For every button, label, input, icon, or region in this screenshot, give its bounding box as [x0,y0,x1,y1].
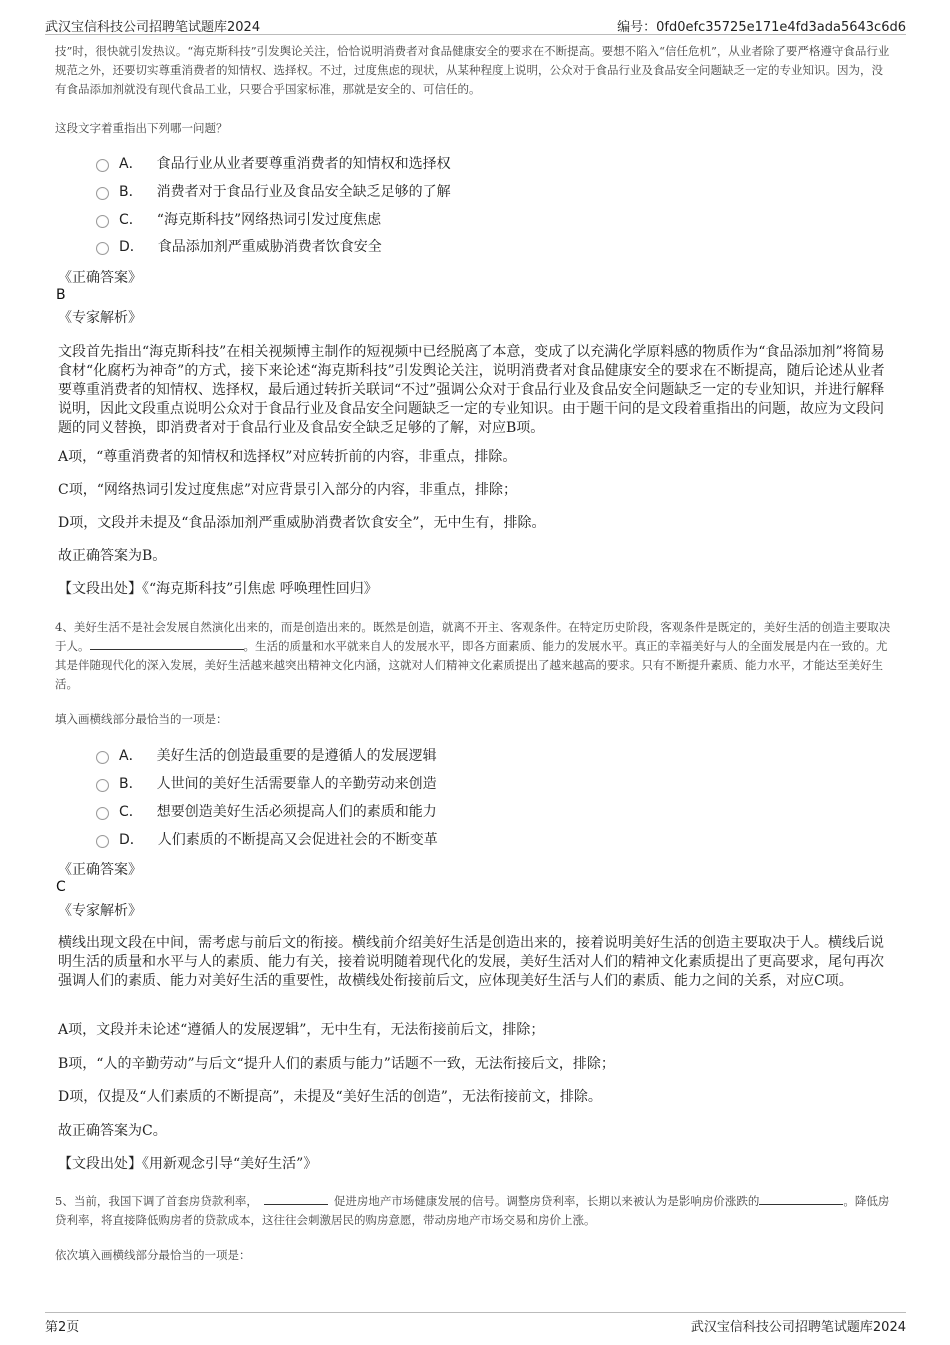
radio-icon[interactable] [96,751,109,764]
q4-option-c[interactable]: C． 想要创造美好生活必须提高人们的素质和能力 [96,801,437,823]
q4-option-a[interactable]: A． 美好生活的创造最重要的是遵循人的发展逻辑 [96,745,437,767]
option-text: 想要创造美好生活必须提高人们的素质和能力 [156,804,437,820]
footer-title: 武汉宝信科技公司招聘笔试题库2024 [690,1320,906,1335]
q3-analysis-c: C项，“网络热词引发过度焦虑”对应背景引入部分的内容，非重点，排除； [58,482,518,498]
q3-analysis-d: D项，文段并未提及“食品添加剂严重威胁消费者饮食安全”，无中生有，排除。 [58,515,546,531]
q4-analysis-d: D项，仅提及“人们素质的不断提高”，未提及“美好生活的创造”，无法衔接前文，排除。 [58,1089,602,1105]
q4-conclusion: 故正确答案为C。 [58,1123,167,1139]
q4-analysis-a: A项，文段并未论述“遵循人的发展逻辑”，无中生有，无法衔接前后文，排除； [58,1022,545,1038]
option-text: 食品添加剂严重威胁消费者饮食安全 [157,239,382,255]
q4-answer: C [56,879,66,895]
q3-option-c[interactable]: C． “海克斯科技”网络热词引发过度焦虑 [96,209,381,231]
radio-icon[interactable] [96,159,109,172]
q5-question: 依次填入画横线部分最恰当的一项是： [55,1248,251,1262]
option-text: 消费者对于食品行业及食品安全缺乏足够的了解 [156,184,451,200]
option-text: 美好生活的创造最重要的是遵循人的发展逻辑 [156,748,437,764]
page-footer [45,1312,906,1336]
page-number: 第2页 [45,1320,80,1335]
q3-answer-label: 《正确答案》 [58,270,142,286]
page-header [45,14,906,35]
q3-passage: 技”时，很快就引发热议。“海克斯科技”引发舆论关注，恰恰说明消费者对食品健康安全的要求在不断提高。要想不陷入“信任危机”，从业者除了要严格遵守食品行业规范之外，还要切实尊重消费者的知情权、选择权。不过，过度焦虑的现状，从某种程度上说明，公众对于食品行业及食品安全问题缺乏一定的专业知识。因为，没有食品添加剂就没有现代食品工业，只要合乎国家标准，那就是安全的、可信任的。 [55,44,890,96]
q3-question: 这段文字着重指出下列哪一问题？ [55,121,228,135]
radio-icon[interactable] [96,779,109,792]
blank-line [264,1203,328,1205]
option-text: 人们素质的不断提高又会促进社会的不断变革 [157,832,438,848]
radio-icon[interactable] [96,807,109,820]
q4-analysis-label: 《专家解析》 [58,903,142,919]
option-text: 食品行业从业者要尊重消费者的知情权和选择权 [156,156,451,172]
q3-option-a[interactable]: A． 食品行业从业者要尊重消费者的知情权和选择权 [96,153,451,175]
header-title: 武汉宝信科技公司招聘笔试题库2024 [45,20,261,35]
q4-option-d[interactable]: D． 人们素质的不断提高又会促进社会的不断变革 [96,829,438,851]
q3-conclusion: 故正确答案为B。 [58,548,167,564]
q3-analysis-label: 《专家解析》 [58,310,142,326]
blank-line [90,648,244,650]
radio-icon[interactable] [96,215,109,228]
q4-analysis-main: 横线出现文段在中间，需考虑与前后文的衔接。横线前介绍美好生活是创造出来的，接着说明美好生活的创造主要取决于人。横线后说明生活的质量和水平与人的素质、能力有关，接着说明随着现代化的发展，美好生活对人们的精神文化素质提出了更高要求，尾句再次强调人们的素质、能力对美好生活的重要性，故横线处衔接前后文，应体现美好生活与人们的素质、能力之间的关系，对应C项。 [58,935,884,989]
radio-icon[interactable] [96,242,109,255]
q4-source: 【文段出处】《用新观念引导“美好生活”》 [58,1156,318,1172]
option-text: “海克斯科技”网络热词引发过度焦虑 [156,212,382,228]
radio-icon[interactable] [96,835,109,848]
q4-answer-label: 《正确答案》 [58,862,142,878]
option-text: 人世间的美好生活需要靠人的辛勤劳动来创造 [156,776,437,792]
q3-analysis-a: A项，“尊重消费者的知情权和选择权”对应转折前的内容，非重点，排除。 [58,449,517,465]
q5-passage: 5、当前，我国下调了首套房贷款利率， 促进房地产市场健康发展的信号。调整房贷利率，长期以来被认为是影响房价涨跌的 。降低房贷利率，将直接降低购房者的贷款成本，这往往会刺激居民的购房意愿，带动房地产市场交易和房价上涨。 [55,1194,890,1227]
q3-analysis-main: 文段首先指出“海克斯科技”在相关视频博主制作的短视频中已经脱离了本意，变成了以充满化学原料感的物质作为“食品添加剂”将简易食材“化腐朽为神奇”的方式，接下来论述“海克斯科技”引发舆论关注，说明消费者对食品健康安全的要求在不断提高，随后论述从业者要尊重消费者的知情权、选择权，最后通过转折关联词“不过”强调公众对于食品行业及食品安全问题缺乏一定的专业知识，并进行解释说明，因此文段重点说明公众对于食品行业及食品安全问题缺乏一定的专业知识。由于题干问的是文段着重指出的问题，故应为文段问题的同义替换，即消费者对于食品行业及食品安全缺乏足够的了解，对应B项。 [58,344,885,436]
blank-line [759,1203,843,1205]
q4-passage: 4、美好生活不是社会发展自然演化出来的，而是创造出来的。既然是创造，就离不开主、客观条件。在特定历史阶段，客观条件是既定的，美好生活的创造主要取决于人。 。生活的质量和水平就来自人的发展水平，即各方面素质、能力的发展水平。真正的幸福美好与人的全面发展是内在一致的。尤其是伴随现代化的深入发展，美好生活越来越突出精神文化内涵，这就对人们精神文化素质提出了越来越高的要求。只有不断提升素质、能力水平，才能达至美好生活。 [55,620,891,691]
header-code: 编号：0fd0efc35725e171e4fd3ada5643c6d6 [617,20,906,35]
q4-option-b[interactable]: B． 人世间的美好生活需要靠人的辛勤劳动来创造 [96,773,437,795]
radio-icon[interactable] [96,187,109,200]
q3-answer: B [56,287,66,303]
q4-question: 填入画横线部分最恰当的一项是： [55,712,228,726]
q3-option-b[interactable]: B． 消费者对于食品行业及食品安全缺乏足够的了解 [96,181,451,203]
q4-analysis-b: B项，“人的辛勤劳动”与后文“提升人们的素质与能力”话题不一致，无法衔接后文，排除； [58,1056,615,1072]
q3-source: 【文段出处】《“海克斯科技”引焦虑 呼唤理性回归》 [58,581,378,597]
q3-option-d[interactable]: D． 食品添加剂严重威胁消费者饮食安全 [96,236,382,258]
